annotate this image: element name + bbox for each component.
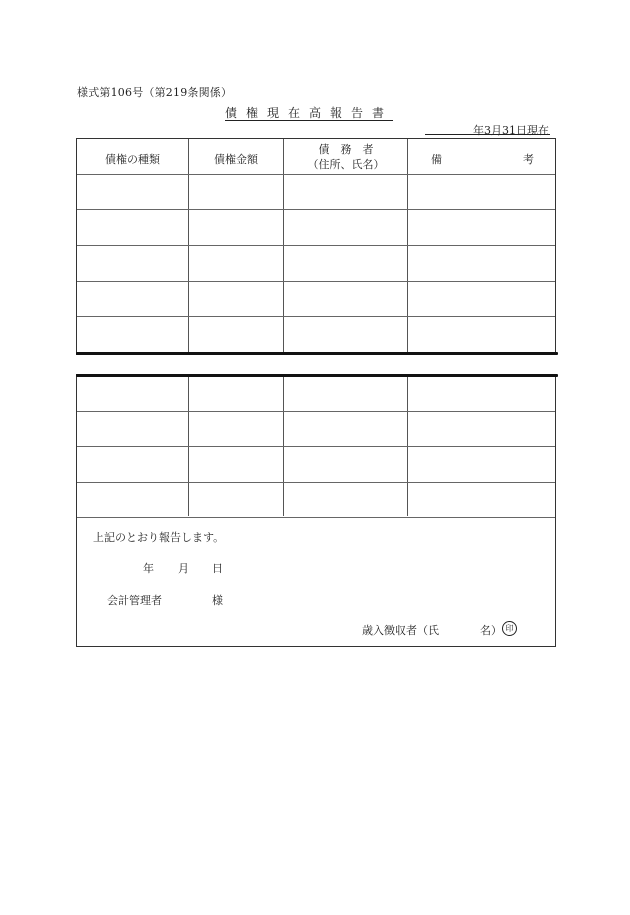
- cell-type[interactable]: [78, 378, 187, 410]
- cell-debtor[interactable]: [285, 484, 406, 516]
- cell-debtor[interactable]: [285, 211, 406, 244]
- header-debtor: [285, 142, 407, 172]
- cell-type[interactable]: [78, 413, 187, 445]
- form-id: 様式第106号（第219条関係）: [77, 86, 233, 99]
- cell-remarks[interactable]: [409, 448, 554, 481]
- cell-debtor[interactable]: [285, 448, 406, 481]
- cell-remarks[interactable]: [409, 247, 554, 280]
- header-debtor-subtitle: （住所、氏名）: [307, 158, 385, 171]
- date-day-label: 日: [212, 562, 223, 575]
- omission-line-bottom: [76, 374, 558, 377]
- cell-type[interactable]: [78, 448, 187, 481]
- row-divider: [77, 209, 555, 210]
- cell-amount[interactable]: [190, 211, 282, 244]
- cell-debtor[interactable]: [285, 378, 406, 410]
- cell-remarks[interactable]: [409, 283, 554, 315]
- column-divider: [407, 139, 408, 516]
- date-year-label: 年: [143, 562, 154, 575]
- header-remarks-1: 備: [431, 153, 442, 166]
- row-divider: [77, 281, 555, 282]
- row-divider: [77, 316, 555, 317]
- row-divider: [77, 517, 555, 518]
- omission-gap: [70, 355, 562, 374]
- cell-type[interactable]: [78, 211, 187, 244]
- cell-amount[interactable]: [190, 176, 282, 208]
- cell-type[interactable]: [78, 318, 187, 350]
- cell-debtor[interactable]: [285, 413, 406, 445]
- cell-type[interactable]: [78, 283, 187, 315]
- cell-debtor[interactable]: [285, 283, 406, 315]
- cell-amount[interactable]: [190, 283, 282, 315]
- header-amount: 債権金額: [214, 153, 258, 166]
- header-remarks-2: 考: [523, 153, 534, 166]
- header-type: 債権の種類: [105, 153, 160, 166]
- cell-debtor[interactable]: [285, 318, 406, 350]
- cell-type[interactable]: [78, 176, 187, 208]
- cell-amount[interactable]: [190, 318, 282, 350]
- cell-remarks[interactable]: [409, 318, 554, 350]
- report-title: 債権現在高報告書: [225, 106, 394, 120]
- cell-remarks[interactable]: [409, 176, 554, 208]
- cell-amount[interactable]: [190, 413, 282, 445]
- cell-amount[interactable]: [190, 378, 282, 410]
- seal-mark: 印: [502, 621, 517, 636]
- omission-line-top: [76, 352, 558, 355]
- collector-name-suffix: 名）: [480, 624, 502, 637]
- cell-amount[interactable]: [190, 484, 282, 516]
- column-divider: [188, 139, 189, 516]
- cell-type[interactable]: [78, 484, 187, 516]
- collector-name-prefix: 歳入徴収者（氏: [362, 624, 439, 637]
- row-divider: [77, 482, 555, 483]
- header-debtor-title: 債 務 者: [318, 143, 374, 156]
- cell-type[interactable]: [78, 247, 187, 280]
- cell-debtor[interactable]: [285, 247, 406, 280]
- cell-debtor[interactable]: [285, 176, 406, 208]
- cell-remarks[interactable]: [409, 378, 554, 410]
- addressee: 会計管理者: [107, 594, 162, 607]
- cell-amount[interactable]: [190, 247, 282, 280]
- honorific: 様: [212, 594, 223, 607]
- row-divider: [77, 245, 555, 246]
- as-of-date: 年3月31日現在: [473, 124, 549, 137]
- column-divider: [283, 139, 284, 516]
- row-divider: [77, 446, 555, 447]
- row-divider: [77, 174, 555, 175]
- report-statement: 上記のとおり報告します。: [93, 531, 225, 544]
- row-divider: [77, 411, 555, 412]
- cell-remarks[interactable]: [409, 484, 554, 516]
- cell-remarks[interactable]: [409, 211, 554, 244]
- cell-remarks[interactable]: [409, 413, 554, 445]
- cell-amount[interactable]: [190, 448, 282, 481]
- date-month-label: 月: [178, 562, 189, 575]
